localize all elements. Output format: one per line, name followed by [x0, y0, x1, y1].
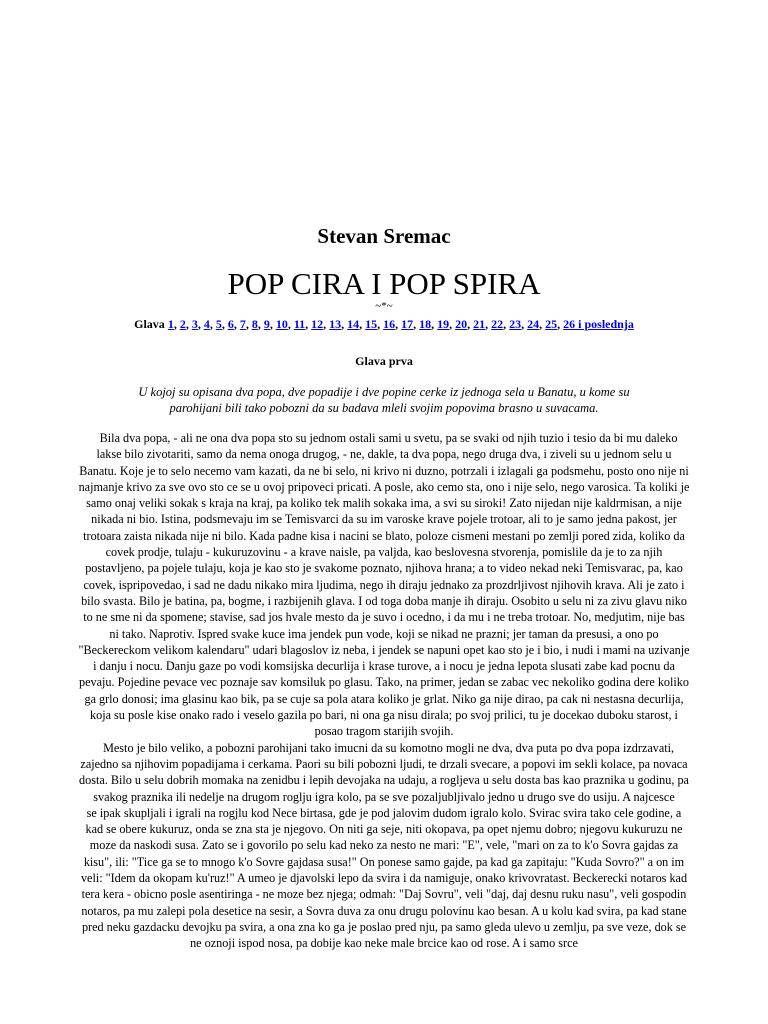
chapter-link[interactable]: 10: [275, 317, 288, 331]
chapter-link[interactable]: 5: [215, 317, 222, 331]
chapter-link[interactable]: 24: [527, 317, 540, 331]
chapter-link[interactable]: 2: [179, 317, 186, 331]
body-paragraph: se ipak skupljali i igrali na rogjlu kod Nece birtasa, gde je pod jalovim dudom igralo kolo. Svirac svira tako cele godine, a kad se obere kukuruz, onda se zna sta je njegovo. On niti ga seje, niti okopava, pa opet njemu dobro; njegovu kukuruzu ne moze da naskodi susa. Zato se i govorilo po selu kad neko za nesto ne mari: "E", vele, "mari on za to k'o Sovra gajdas za kisu", ili: "Tice ga se to mnogo k'o Sovre gajdasa susa!" On ponese samo gajde, pa kad ga zapitaju: "Kuda Sovro?" a on im veli: "Idem da okopam ku'ruz!" A umeo je djavolski lepo da svira i da namiguje, onako krivovratast. Beckerecki notaros kad tera kera - obicno posle asentiringa - ne moze bez njega; odmah: "Daj Sovru", veli "daj, daj desnu ruku nasu", veli gospodin notaros, pa mu zalepi pola desetice na sesir, a Sovra duva za onu drugu polovinu kao besan. A u kolu kad svira, pa kad stane pred neku gazdacku devojku pa svira, a ona zna ko ga je poslao pred nju, pa samo gleda ulevo u zemlju, pa sve veze, dok se ne oznoji ispod nosa, pa dobije kao neke male brcice kao od rose. A i samo srce: [80, 805, 688, 951]
author-name: Stevan Sremac: [317, 224, 451, 248]
chapter-link[interactable]: 12: [311, 317, 324, 331]
chapter-link[interactable]: 25: [545, 317, 558, 331]
chapter-heading: Glava prva: [355, 354, 413, 368]
chapter-link[interactable]: 14: [347, 317, 360, 331]
chapter-link[interactable]: 22: [491, 317, 504, 331]
chapter-link[interactable]: 17: [401, 317, 414, 331]
chapter-navigation-label: Glava: [134, 317, 165, 331]
chapter-link[interactable]: 16: [383, 317, 396, 331]
chapter-link[interactable]: 9: [263, 317, 270, 331]
chapter-link-list: 1, 2, 3, 4, 5, 6, 7, 8, 9, 10, 11, 12, 13, 14, 15, 16, 17, 18, 19, 20, 21, 22, 23, 24, 25, 26 i poslednja: [167, 317, 634, 331]
body-paragraph: Mesto je bilo veliko, a pobozni parohijani tako imucni da su komotno mogli ne dva, dva puta po dva popa izdrzavati, zajedno sa njihovim popadijama i cerkama. Paori su bili pobozni ljudi, te drzali svecare, a popovi im sekli kolace, pa novaca dosta. Bilo u selu dobrih momaka na zenidbu i lepih devojaka na udaju, a rogljeva u selu dosta bas kao praznika u godinu, pa svakog praznika ili nedelje na drugom roglju igra kolo, pa se sve pozaljubljivalo jedno u drugo sve do usiju. A najcesce: [79, 740, 689, 804]
chapter-link[interactable]: 7: [239, 317, 246, 331]
chapter-link[interactable]: 15: [365, 317, 378, 331]
title-ornament: ~*~: [375, 300, 393, 312]
chapter-link[interactable]: 19: [437, 317, 450, 331]
book-title: POP CIRA I POP SPIRA: [227, 266, 541, 301]
chapter-link[interactable]: 4: [203, 317, 210, 331]
chapter-link[interactable]: 6: [227, 317, 234, 331]
chapter-link[interactable]: 18: [419, 317, 432, 331]
chapter-link[interactable]: 20: [455, 317, 468, 331]
chapter-body: [78, 430, 690, 952]
chapter-link[interactable]: 1: [167, 317, 174, 331]
body-paragraph: Bila dva popa, - ali ne ona dva popa sto su jednom ostali sami u svetu, pa se svaki od njih tuzio i tesio da bi mu daleko lakse bilo zivotariti, samo da nema onoga drugog, - ne, dakle, ta dva popa, nego druga dva, i ziveli su u jednom selu u Banatu. Koje je to selo necemo vam kazati, da ne bi selo, ni krivo ni duzno, potrzali i izlagali ga podsmehu, posto ono nije ni najmanje krivo za sve ovo sto ce se u ovoj pripoveci pricati. A posle, ako cemo sta, ono i nije selo, nego varosica. Ta koliki je samo onaj veliki sokak s kraja na kraj, pa koliko tek malih sokaka ima, a svi su siroki! Zato nijedan nije kaldrmisan, a nije nikada ni bio. Istina, podsmevaju im se Temisvarci da su im varoske krave pojele trotoar, ali to je samo jedna pakost, jer trotoara zaista nikada nije ni bilo. Kada padne kisa i nacini se blato, poloze cismeni mestani po zemlji pored zida, koliko da covek prodje, tulaju - kukuruzovinu - a krave naisle, pa valjda, kao beslovesna stvorenja, pomislile da je to za njih postavljeno, pa pojele tulaju, koja je kao sto je svakome poznato, njihova hrana; a to video nekad neki Temisvarac, pa, kao covek, ispripovedao, i sad ne dadu nikako mira ljudima, nego ih diraju jednako za prozdrljivost njihovih krava. Ali je zato i bilo svasta. Bilo je batina, pa, bogme, i razbijenih glava. I od toga doba manje ih diraju. Osobito u selu ni za zivu glavu niko to ne sme ni da spomene; stavise, sad jos hvale mesto da je suvo i ocedno, i da mu i ne treba trotoar. No, medjutim, nije bas ni tako. Naprotiv. Ispred svake kuce ima jendek pun vode, koji se nikad ne prazni; jer taman da presusi, a ono po "Beckereckom velikom kalendaru" udari blagoslov iz neba, i jendek se napuni opet kao sto je i bio, i nudi i mami na uzivanje i danju i nocu. Danju gaze po vodi komsijska decurlija i krase turove, a i nocu je jedna lepota slusati zabe kad pocnu da pevaju. Pojedine pevace vec poznaje sav komsiluk po glasu. Tako, na primer, jedan se zabac vec nekoliko godina dere koliko ga grlo donosi; ima glasinu kao bik, pa se cuje sa pola atara koliko je grlat. Niko ga nije dirao, pa cak ni nestasna decurlija, koja su posle kise onako rado i veselo gazila po bari, ni ona ga nisu dirala; po svoj prilici, tu je docekao duboku starost, i posao tragom starijih svojih.: [78, 431, 690, 739]
chapter-navigation: [0, 317, 768, 332]
chapter-link[interactable]: 3: [191, 317, 198, 331]
chapter-link[interactable]: 8: [251, 317, 258, 331]
chapter-link[interactable]: 13: [329, 317, 342, 331]
chapter-summary: U kojoj su opisana dva popa, dve popadije i dve popine cerke iz jednoga sela u Banatu, u kome su parohijani bili tako pobozni da su badava mleli svojim popovima brasno u suvacama.: [138, 385, 630, 415]
chapter-link[interactable]: 23: [509, 317, 522, 331]
chapter-link[interactable]: 21: [473, 317, 486, 331]
chapter-link[interactable]: 11: [293, 317, 306, 331]
chapter-link[interactable]: 26 i poslednja: [563, 317, 634, 331]
